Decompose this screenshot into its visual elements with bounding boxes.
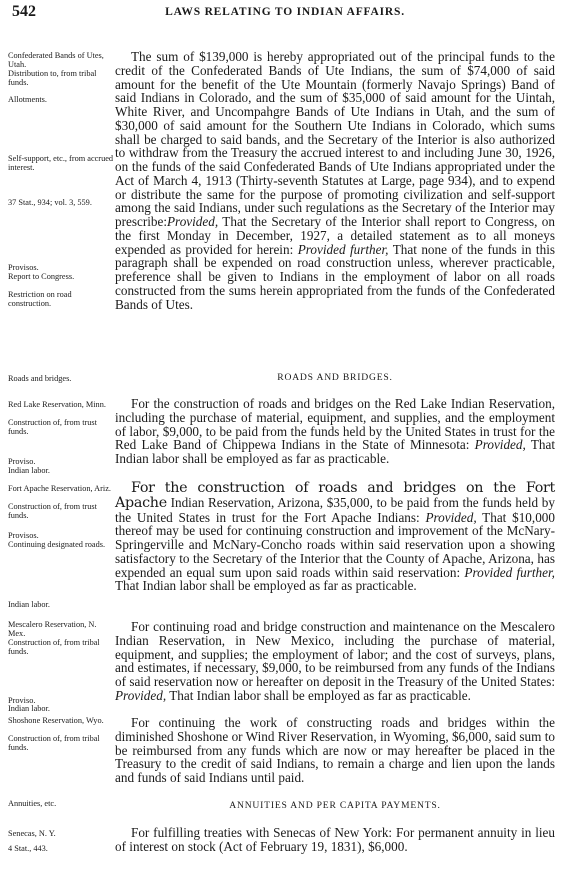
paragraph-senecas: For fulfilling treaties with Senecas of New York: For permanent annuity in lieu of interest on stock (Act of February 19, 1831), $6,000. [115,825,555,854]
paragraph-mescalero: For continuing road and bridge construction and maintenance on the Mescalero Indian Reservation, in New Mexico, including the purchase of material, equipment, and supplies; the employment of labor; and the cost of surveys, plans, and estimates, if necessary, $9,000, to be reimbursed from any funds of the Indians of said reservation now or hereafter on deposit in the Treasury of the United States: Provided, That Indian labor shall be employed as far as practicable. [115,619,555,703]
margin-note-utes: Confederated Bands of Utes, Utah. [8,51,104,69]
margin-note-annuities: Annuities, etc. [8,799,57,808]
page-header [12,3,558,27]
margin-note-indian-labor: Indian labor. [8,704,50,713]
margin-note-continuing-roads: Continuing designated roads. [8,540,106,549]
margin-note-fort-apache: Fort Apache Reservation, Ariz. [8,484,111,493]
margin-note-indian-labor: Indian labor. [8,466,50,475]
margin-note-restriction: Restriction on road construction. [8,290,72,308]
paragraph-fort-apache: For the construction of roads and bridges on the Fort Apache Indian Reservation, Arizona, $35,000, to be paid from the funds held by the United States in trust for the Fort Apache Indians: Provided, That $10,000 thereof may be used for continuing construction and improvement of the McNary-Springerville and McNary-Concho roads within said reservation upon a showing satisfactory to the Secretary of the Interior that the County of Apache, Arizona, has expended an equal sum upon said roads within said reservation: Provided further, That Indian labor shall be employed as far as practicable. [115,480,555,594]
margin-note-allotments: Allotments. [8,95,47,104]
section-heading-roads: ROADS AND BRIDGES. [277,372,393,383]
margin-note-provisos: Provisos. [8,263,39,272]
section-heading-annuities: ANNUITIES AND PER CAPITA PAYMENTS. [229,800,441,811]
margin-note-mescalero-construction: Construction of, from tribal funds. [8,638,100,656]
margin-note-shoshone: Shoshone Reservation, Wyo. [8,716,104,725]
margin-note-red-lake-construction: Construction of, from trust funds. [8,418,97,436]
running-title: LAWS RELATING TO INDIAN AFFAIRS. [165,6,405,18]
margin-note-self-support: Self-support, etc., from accrued interest. [8,154,114,172]
margin-note-indian-labor: Indian labor. [8,600,50,609]
margin-note-red-lake: Red Lake Reservation, Minn. [8,400,106,409]
margin-note-statute-ref: 37 Stat., 934; vol. 3, 559. [8,198,92,207]
margin-note-distribution: Distribution to, from tribal funds. [8,69,97,87]
paragraph-ute-bands: The sum of $139,000 is hereby appropriated out of the principal funds to the credit of the Confederated Bands of Ute Indians, the sum of $74,000 of said amount for the benefit of the Ute Mountain (formerly Navajo Springs) Band of said Indians in Colorado, and the sum of $35,000 of said amount for the Uintah, White River, and Uncompahgre Bands of Ute Indians in Utah, and the sum of $30,000 of said amount for the Southern Ute Indians in Colorado, which sums shall be charged to said bands, and the Secretary of the Interior is also authorized to withdraw from the Treasury the accrued interest to and including June 30, 1926, on the funds of the said Confederated Bands of Ute Indians appropriated under the Act of March 4, 1913 (Thirty-seventh Statutes at Large, page 934), and to expend or distribute the same for the purpose of promoting civilization and self-support among the said Indians, under such regulations as the Secretary of the Interior may prescribe:Provided, That the Secretary of the Interior shall report to Congress, on the first Monday in December, 1927, a detailed statement as to all moneys expended as provided for herein: Provided further, That none of the funds in this paragraph shall be expended on road construction unless, wherever practicable, preference shall be given to Indians in the employment of labor on all roads constructed from the sums herein appropriated from the funds of the Confederated Bands of Utes. [115,49,555,312]
margin-note-report: Report to Congress. [8,272,75,281]
margin-note-shoshone-construction: Construction of, from tribal funds. [8,734,100,752]
margin-note-statute-4: 4 Stat., 443. [8,844,48,853]
margin-note-senecas: Senecas, N. Y. [8,829,56,838]
margin-note-proviso: Proviso. [8,696,36,705]
margin-note-proviso: Proviso. [8,457,36,466]
paragraph-shoshone: For continuing the work of constructing roads and bridges within the diminished Shoshone or Wind River Reservation, in Wyoming, $6,000, said sum to be reimbursed from any funds which are now or may hereafter be placed in the Treasury to the credit of said Indians, to remain a charge and lien upon the lands and funds of said Indians until paid. [115,715,555,785]
margin-note-roads-bridges: Roads and bridges. [8,374,72,383]
margin-note-mescalero: Mescalero Reservation, N. Mex. [8,620,97,638]
paragraph-red-lake: For the construction of roads and bridges on the Red Lake Indian Reservation, including the purchase of material, equipment, and supplies, and the employment of labor, $9,000, to be paid from the funds held by the United States in trust for the Red Lake Band of Chippewa Indians in the State of Minnesota: Provided, That Indian labor shall be employed as far as practicable. [115,396,556,466]
margin-note-provisos: Provisos. [8,531,39,540]
page-number: 542 [12,3,36,20]
margin-note-fort-apache-construction: Construction of, from trust funds. [8,502,97,520]
